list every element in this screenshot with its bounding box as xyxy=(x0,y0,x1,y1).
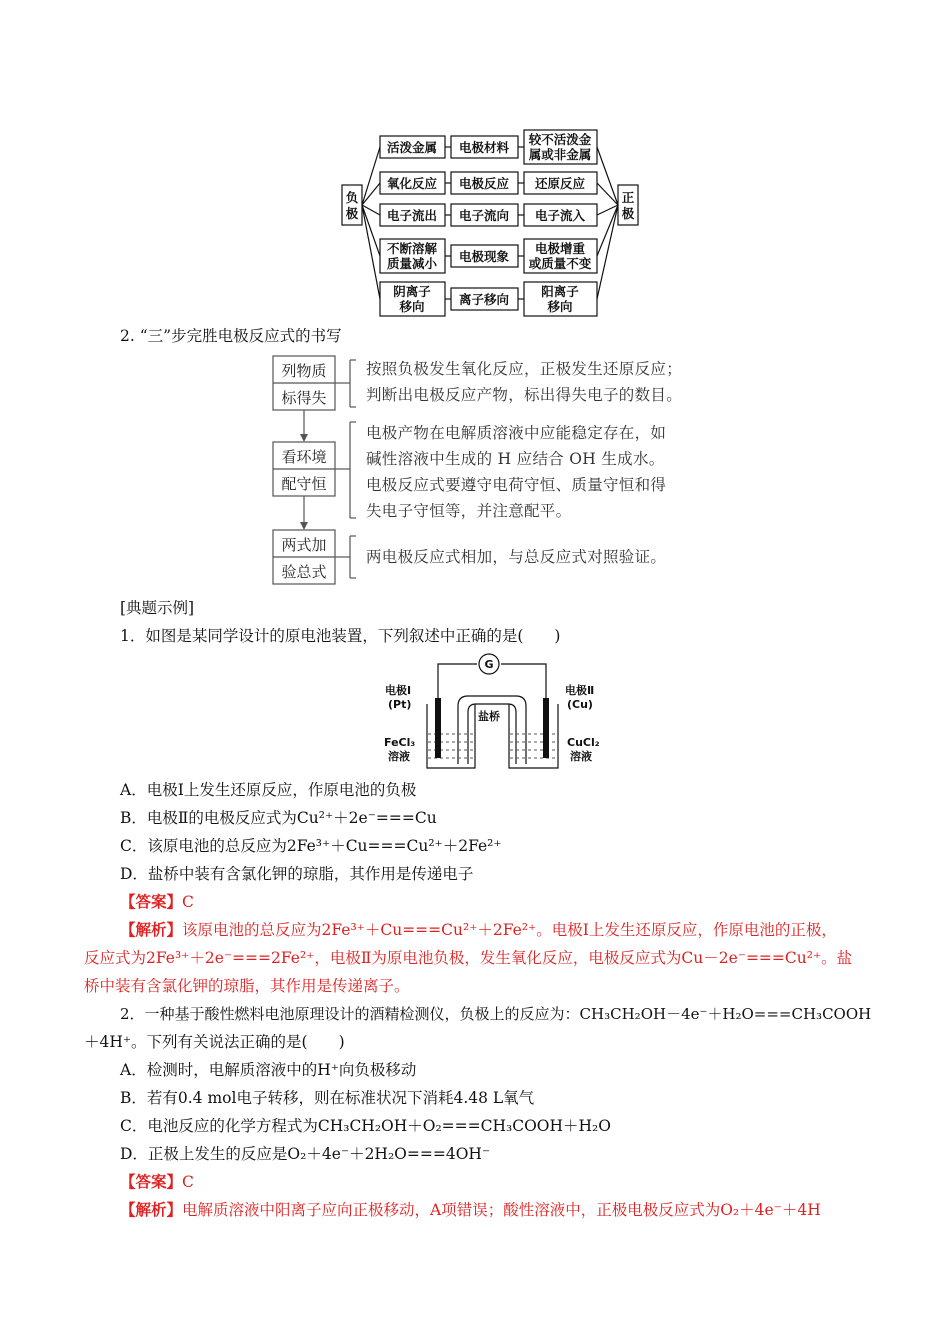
row-mid-label: 电极反应 xyxy=(458,176,510,191)
step-box-label: 标得失 xyxy=(281,389,327,407)
step-box-label: 两式加 xyxy=(281,536,327,554)
q2-option-b: B．若有0.4 mol电子转移，则在标准状况下消耗4.48 L氧气 xyxy=(120,1089,535,1107)
analysis-label: 【解析】 xyxy=(120,1200,183,1219)
electrode-comparison-diagram xyxy=(335,122,645,322)
q2-analysis xyxy=(120,1200,821,1220)
row-left-label: 移向 xyxy=(399,299,425,314)
analysis-text: 电解质溶液中阳离子应向正极移动，A项错误；酸性溶液中，正极电极反应式为O₂＋4e⁻＋4H xyxy=(182,1201,821,1219)
row-mid-label: 电极现象 xyxy=(458,249,510,264)
q2-option-c: C．电池反应的化学方程式为CH₃CH₂OH＋O₂===CH₃COOH＋H₂O xyxy=(120,1117,611,1135)
electrode-1-label: 电极Ⅰ xyxy=(385,684,412,697)
q1-answer xyxy=(120,892,194,912)
row-left-label: 电子流出 xyxy=(386,208,438,223)
row-right-label: 较不活泼金 xyxy=(528,132,592,147)
solution-1-label: FeCl₃ xyxy=(384,736,416,749)
q1-option-d: D．盐桥中装有含氯化钾的琼脂，其作用是传递电子 xyxy=(120,865,474,883)
row-right-label: 或质量不变 xyxy=(528,256,592,271)
q1-option-c: C．该原电池的总反应为2Fe³⁺＋Cu===Cu²⁺＋2Fe²⁺ xyxy=(120,837,502,855)
example-header: [典题示例] xyxy=(120,599,195,617)
question-2-stem-cont: ＋4H⁺。下列有关说法正确的是( ) xyxy=(84,1033,345,1051)
row-left-label: 阴离子 xyxy=(393,284,431,299)
galvanometer-label: G xyxy=(484,658,494,671)
q1-option-b: B．电极Ⅱ的电极反应式为Cu²⁺＋2e⁻===Cu xyxy=(120,809,437,827)
step-description: 电极产物在电解质溶液中应能稳定存在，如 碱性溶液中生成的 H 应结合 OH 生成水。 电极反应式要遵守电荷守恒、质量守恒和得 失电子守恒等，并注意配平。 xyxy=(366,424,667,520)
q2-option-a: A．检测时，电解质溶液中的H⁺向负极移动 xyxy=(120,1061,417,1079)
row-right-label: 还原反应 xyxy=(534,176,586,191)
row-mid-label: 电子流向 xyxy=(458,208,510,223)
solution-2-label: 溶液 xyxy=(570,750,592,763)
question-2-stem: 2．一种基于酸性燃料电池原理设计的酒精检测仪，负极上的反应为：CH₃CH₂OH－4e⁻＋H₂O===CH₃COOH xyxy=(120,1005,872,1023)
question-1-stem: 1．如图是某同学设计的原电池装置，下列叙述中正确的是( ) xyxy=(120,627,561,645)
electrode-2-material: (Cu) xyxy=(567,698,593,711)
step-description: 按照负极发生氧化反应，正极发生还原反应； 判断出电极反应产物，标出得失电子的数目。 xyxy=(366,360,683,404)
row-left-label: 氧化反应 xyxy=(386,176,438,191)
electrode-1-material: (Pt) xyxy=(388,698,412,711)
row-left-label: 质量减小 xyxy=(386,256,438,271)
analysis-label: 【解析】 xyxy=(120,920,183,939)
galvanic-cell-figure xyxy=(380,652,610,778)
answer-label: 【答案】 xyxy=(120,1172,183,1191)
analysis-text: 该原电池的总反应为2Fe³⁺＋Cu===Cu²⁺＋2Fe²⁺。电极Ⅰ上发生还原反应，作原电池的正极， xyxy=(182,921,837,939)
q2-answer xyxy=(120,1172,194,1192)
row-mid-label: 离子移向 xyxy=(458,292,510,307)
positive-pole-label: 极 xyxy=(621,206,635,221)
row-left-label: 不断溶解 xyxy=(386,241,438,256)
q1-analysis-line: 反应式为2Fe³⁺＋2e⁻===2Fe²⁺，电极Ⅱ为原电池负极，发生氧化反应，电极反应式为Cu－2e⁻===Cu²⁺。盐 xyxy=(84,949,853,967)
row-left-label: 活泼金属 xyxy=(386,140,438,155)
step-box-label: 看环境 xyxy=(281,448,327,466)
row-right-label: 电子流入 xyxy=(534,208,586,223)
salt-bridge-label: 盐桥 xyxy=(478,710,500,723)
answer-value: C xyxy=(182,1173,194,1191)
section-title: 2. “三”步完胜电极反应式的书写 xyxy=(120,327,342,345)
solution-1-label: 溶液 xyxy=(388,750,410,763)
answer-label: 【答案】 xyxy=(120,892,183,911)
three-step-flow-diagram xyxy=(270,352,370,588)
positive-pole-label: 正 xyxy=(621,190,635,205)
row-mid-label: 电极材料 xyxy=(458,140,510,155)
row-right-label: 阳离子 xyxy=(541,284,579,299)
row-right-label: 电极增重 xyxy=(534,241,586,256)
electrode-2-label: 电极Ⅱ xyxy=(565,684,595,697)
answer-value: C xyxy=(182,893,194,911)
step-box-label: 验总式 xyxy=(281,563,327,581)
q2-option-d: D．正极上发生的反应是O₂＋4e⁻＋2H₂O===4OH⁻ xyxy=(120,1145,491,1163)
solution-2-label: CuCl₂ xyxy=(567,736,600,749)
q1-option-a: A．电极Ⅰ上发生还原反应，作原电池的负极 xyxy=(120,781,417,799)
step-box-label: 列物质 xyxy=(281,362,327,380)
q1-analysis-line: 桥中装有含氯化钾的琼脂，其作用是传递离子。 xyxy=(84,977,410,995)
negative-pole-label: 极 xyxy=(345,206,359,221)
row-right-label: 移向 xyxy=(547,299,573,314)
negative-pole-label: 负 xyxy=(345,190,359,205)
step-box-label: 配守恒 xyxy=(281,475,327,493)
q1-analysis xyxy=(120,920,837,940)
step-description: 两电极反应式相加，与总反应式对照验证。 xyxy=(366,548,667,566)
row-right-label: 属或非金属 xyxy=(528,147,592,162)
